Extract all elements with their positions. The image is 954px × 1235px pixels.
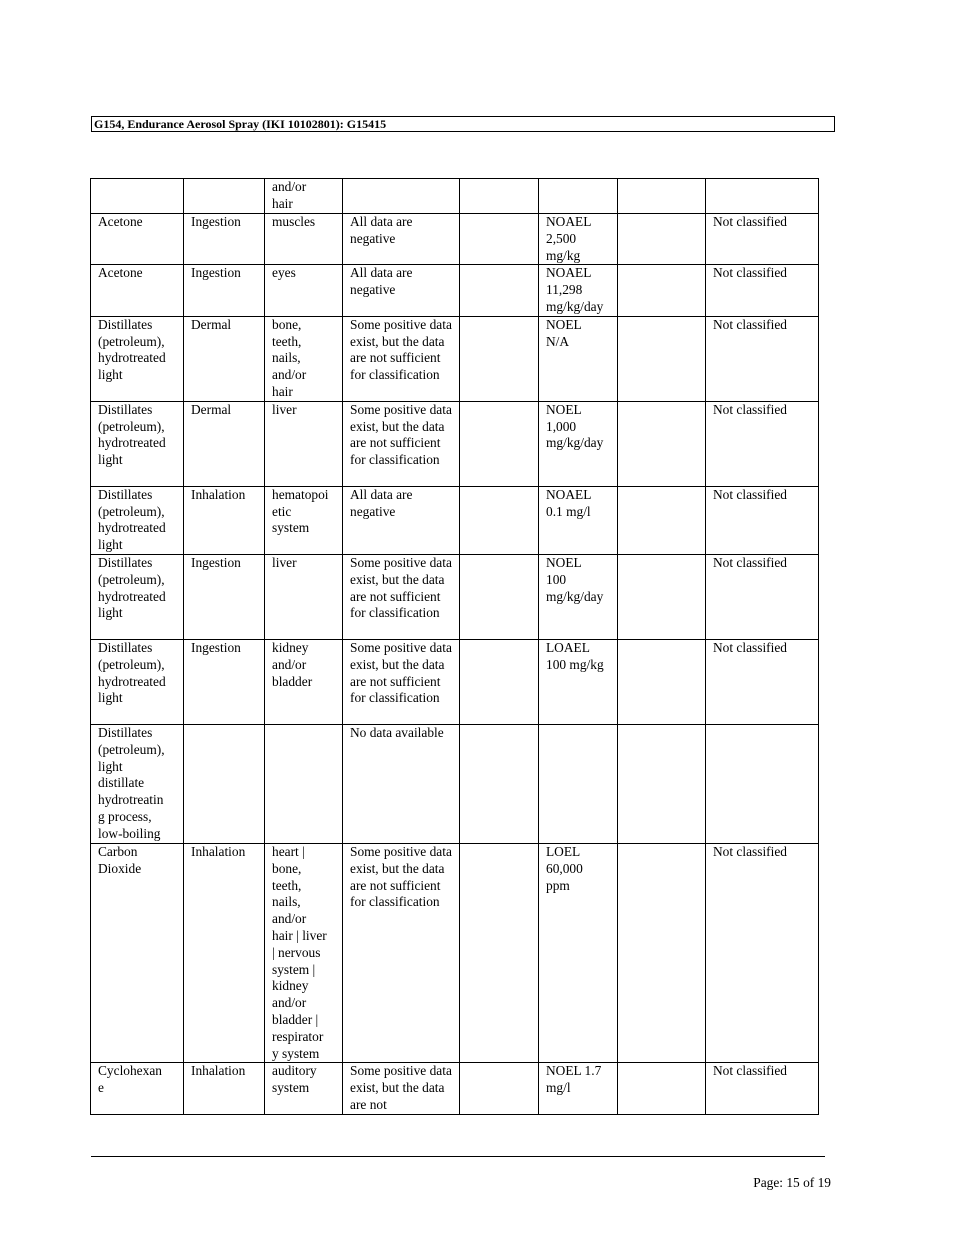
route-cell: Inhalation bbox=[184, 1063, 265, 1114]
empty-cell bbox=[618, 639, 706, 724]
table-row bbox=[91, 401, 819, 486]
empty-cell bbox=[618, 316, 706, 401]
target-organ-cell bbox=[265, 724, 343, 843]
empty-cell bbox=[618, 214, 706, 265]
empty-cell bbox=[460, 179, 539, 214]
value-cell: No data available bbox=[343, 724, 460, 843]
dose-cell: NOEL N/A bbox=[539, 316, 618, 401]
value-cell: Some positive data exist, but the data are not sufficient for classification bbox=[343, 843, 460, 1062]
page-number: Page: 15 of 19 bbox=[753, 1175, 831, 1190]
toxicity-table bbox=[90, 178, 819, 1115]
classification-cell bbox=[706, 724, 819, 843]
route-cell: Ingestion bbox=[184, 214, 265, 265]
table-row bbox=[91, 214, 819, 265]
route-cell: Dermal bbox=[184, 316, 265, 401]
target-organ-cell: hematopoi etic system bbox=[265, 486, 343, 554]
table-row bbox=[91, 1063, 819, 1114]
dose-cell: LOAEL 100 mg/kg bbox=[539, 639, 618, 724]
target-organ-cell: auditory system bbox=[265, 1063, 343, 1114]
substance-cell: Distillates (petroleum), light distillate hydrotreatin g process, low-boiling bbox=[91, 724, 184, 843]
value-cell bbox=[343, 179, 460, 214]
substance-cell: Carbon Dioxide bbox=[91, 843, 184, 1062]
route-cell bbox=[184, 724, 265, 843]
empty-cell bbox=[460, 724, 539, 843]
classification-cell: Not classified bbox=[706, 316, 819, 401]
empty-cell bbox=[618, 554, 706, 639]
substance-cell: Distillates (petroleum), hydrotreated light bbox=[91, 486, 184, 554]
table-row bbox=[91, 316, 819, 401]
empty-cell bbox=[618, 486, 706, 554]
table-row bbox=[91, 486, 819, 554]
classification-cell: Not classified bbox=[706, 843, 819, 1062]
substance-cell: Distillates (petroleum), hydrotreated light bbox=[91, 554, 184, 639]
dose-cell bbox=[539, 724, 618, 843]
target-organ-cell: kidney and/or bladder bbox=[265, 639, 343, 724]
route-cell bbox=[184, 179, 265, 214]
classification-cell: Not classified bbox=[706, 265, 819, 316]
empty-cell bbox=[460, 401, 539, 486]
table-row bbox=[91, 179, 819, 214]
substance-cell: Distillates (petroleum), hydrotreated light bbox=[91, 401, 184, 486]
substance-cell: Acetone bbox=[91, 265, 184, 316]
value-cell: All data are negative bbox=[343, 214, 460, 265]
classification-cell: Not classified bbox=[706, 486, 819, 554]
dose-cell: NOAEL 11,298 mg/kg/day bbox=[539, 265, 618, 316]
target-organ-cell: liver bbox=[265, 554, 343, 639]
value-cell: Some positive data exist, but the data are not sufficient for classification bbox=[343, 639, 460, 724]
dose-cell: NOEL 1.7 mg/l bbox=[539, 1063, 618, 1114]
empty-cell bbox=[460, 554, 539, 639]
table-row bbox=[91, 554, 819, 639]
classification-cell: Not classified bbox=[706, 554, 819, 639]
target-organ-cell: bone, teeth, nails, and/or hair bbox=[265, 316, 343, 401]
table-row bbox=[91, 639, 819, 724]
route-cell: Ingestion bbox=[184, 639, 265, 724]
route-cell: Ingestion bbox=[184, 265, 265, 316]
route-cell: Inhalation bbox=[184, 486, 265, 554]
target-organ-cell: eyes bbox=[265, 265, 343, 316]
dose-cell: LOEL 60,000 ppm bbox=[539, 843, 618, 1062]
empty-cell bbox=[618, 401, 706, 486]
document-header: G154, Endurance Aerosol Spray (IKI 10102801): G15415 bbox=[91, 116, 835, 132]
empty-cell bbox=[618, 843, 706, 1062]
dose-cell: NOAEL 0.1 mg/l bbox=[539, 486, 618, 554]
empty-cell bbox=[460, 316, 539, 401]
empty-cell bbox=[618, 724, 706, 843]
empty-cell bbox=[460, 214, 539, 265]
target-organ-cell: liver bbox=[265, 401, 343, 486]
classification-cell bbox=[706, 179, 819, 214]
classification-cell: Not classified bbox=[706, 214, 819, 265]
substance-cell: Distillates (petroleum), hydrotreated light bbox=[91, 639, 184, 724]
table-row bbox=[91, 724, 819, 843]
footer-rule bbox=[91, 1156, 825, 1157]
dose-cell: NOAEL 2,500 mg/kg bbox=[539, 214, 618, 265]
value-cell: Some positive data exist, but the data are not bbox=[343, 1063, 460, 1114]
classification-cell: Not classified bbox=[706, 401, 819, 486]
dose-cell bbox=[539, 179, 618, 214]
value-cell: All data are negative bbox=[343, 265, 460, 316]
table-row bbox=[91, 265, 819, 316]
target-organ-cell: and/or hair bbox=[265, 179, 343, 214]
empty-cell bbox=[460, 639, 539, 724]
classification-cell: Not classified bbox=[706, 639, 819, 724]
table-row bbox=[91, 843, 819, 1062]
route-cell: Inhalation bbox=[184, 843, 265, 1062]
value-cell: Some positive data exist, but the data are not sufficient for classification bbox=[343, 316, 460, 401]
dose-cell: NOEL 1,000 mg/kg/day bbox=[539, 401, 618, 486]
empty-cell bbox=[618, 265, 706, 316]
value-cell: All data are negative bbox=[343, 486, 460, 554]
empty-cell bbox=[618, 1063, 706, 1114]
value-cell: Some positive data exist, but the data are not sufficient for classification bbox=[343, 401, 460, 486]
value-cell: Some positive data exist, but the data are not sufficient for classification bbox=[343, 554, 460, 639]
substance-cell bbox=[91, 179, 184, 214]
target-organ-cell: muscles bbox=[265, 214, 343, 265]
empty-cell bbox=[618, 179, 706, 214]
substance-cell: Acetone bbox=[91, 214, 184, 265]
route-cell: Dermal bbox=[184, 401, 265, 486]
dose-cell: NOEL 100 mg/kg/day bbox=[539, 554, 618, 639]
empty-cell bbox=[460, 843, 539, 1062]
classification-cell: Not classified bbox=[706, 1063, 819, 1114]
empty-cell bbox=[460, 1063, 539, 1114]
target-organ-cell: heart | bone, teeth, nails, and/or hair | liver | nervous system | kidney and/or bladder | respirator y system bbox=[265, 843, 343, 1062]
route-cell: Ingestion bbox=[184, 554, 265, 639]
substance-cell: Distillates (petroleum), hydrotreated light bbox=[91, 316, 184, 401]
empty-cell bbox=[460, 265, 539, 316]
substance-cell: Cyclohexan e bbox=[91, 1063, 184, 1114]
empty-cell bbox=[460, 486, 539, 554]
